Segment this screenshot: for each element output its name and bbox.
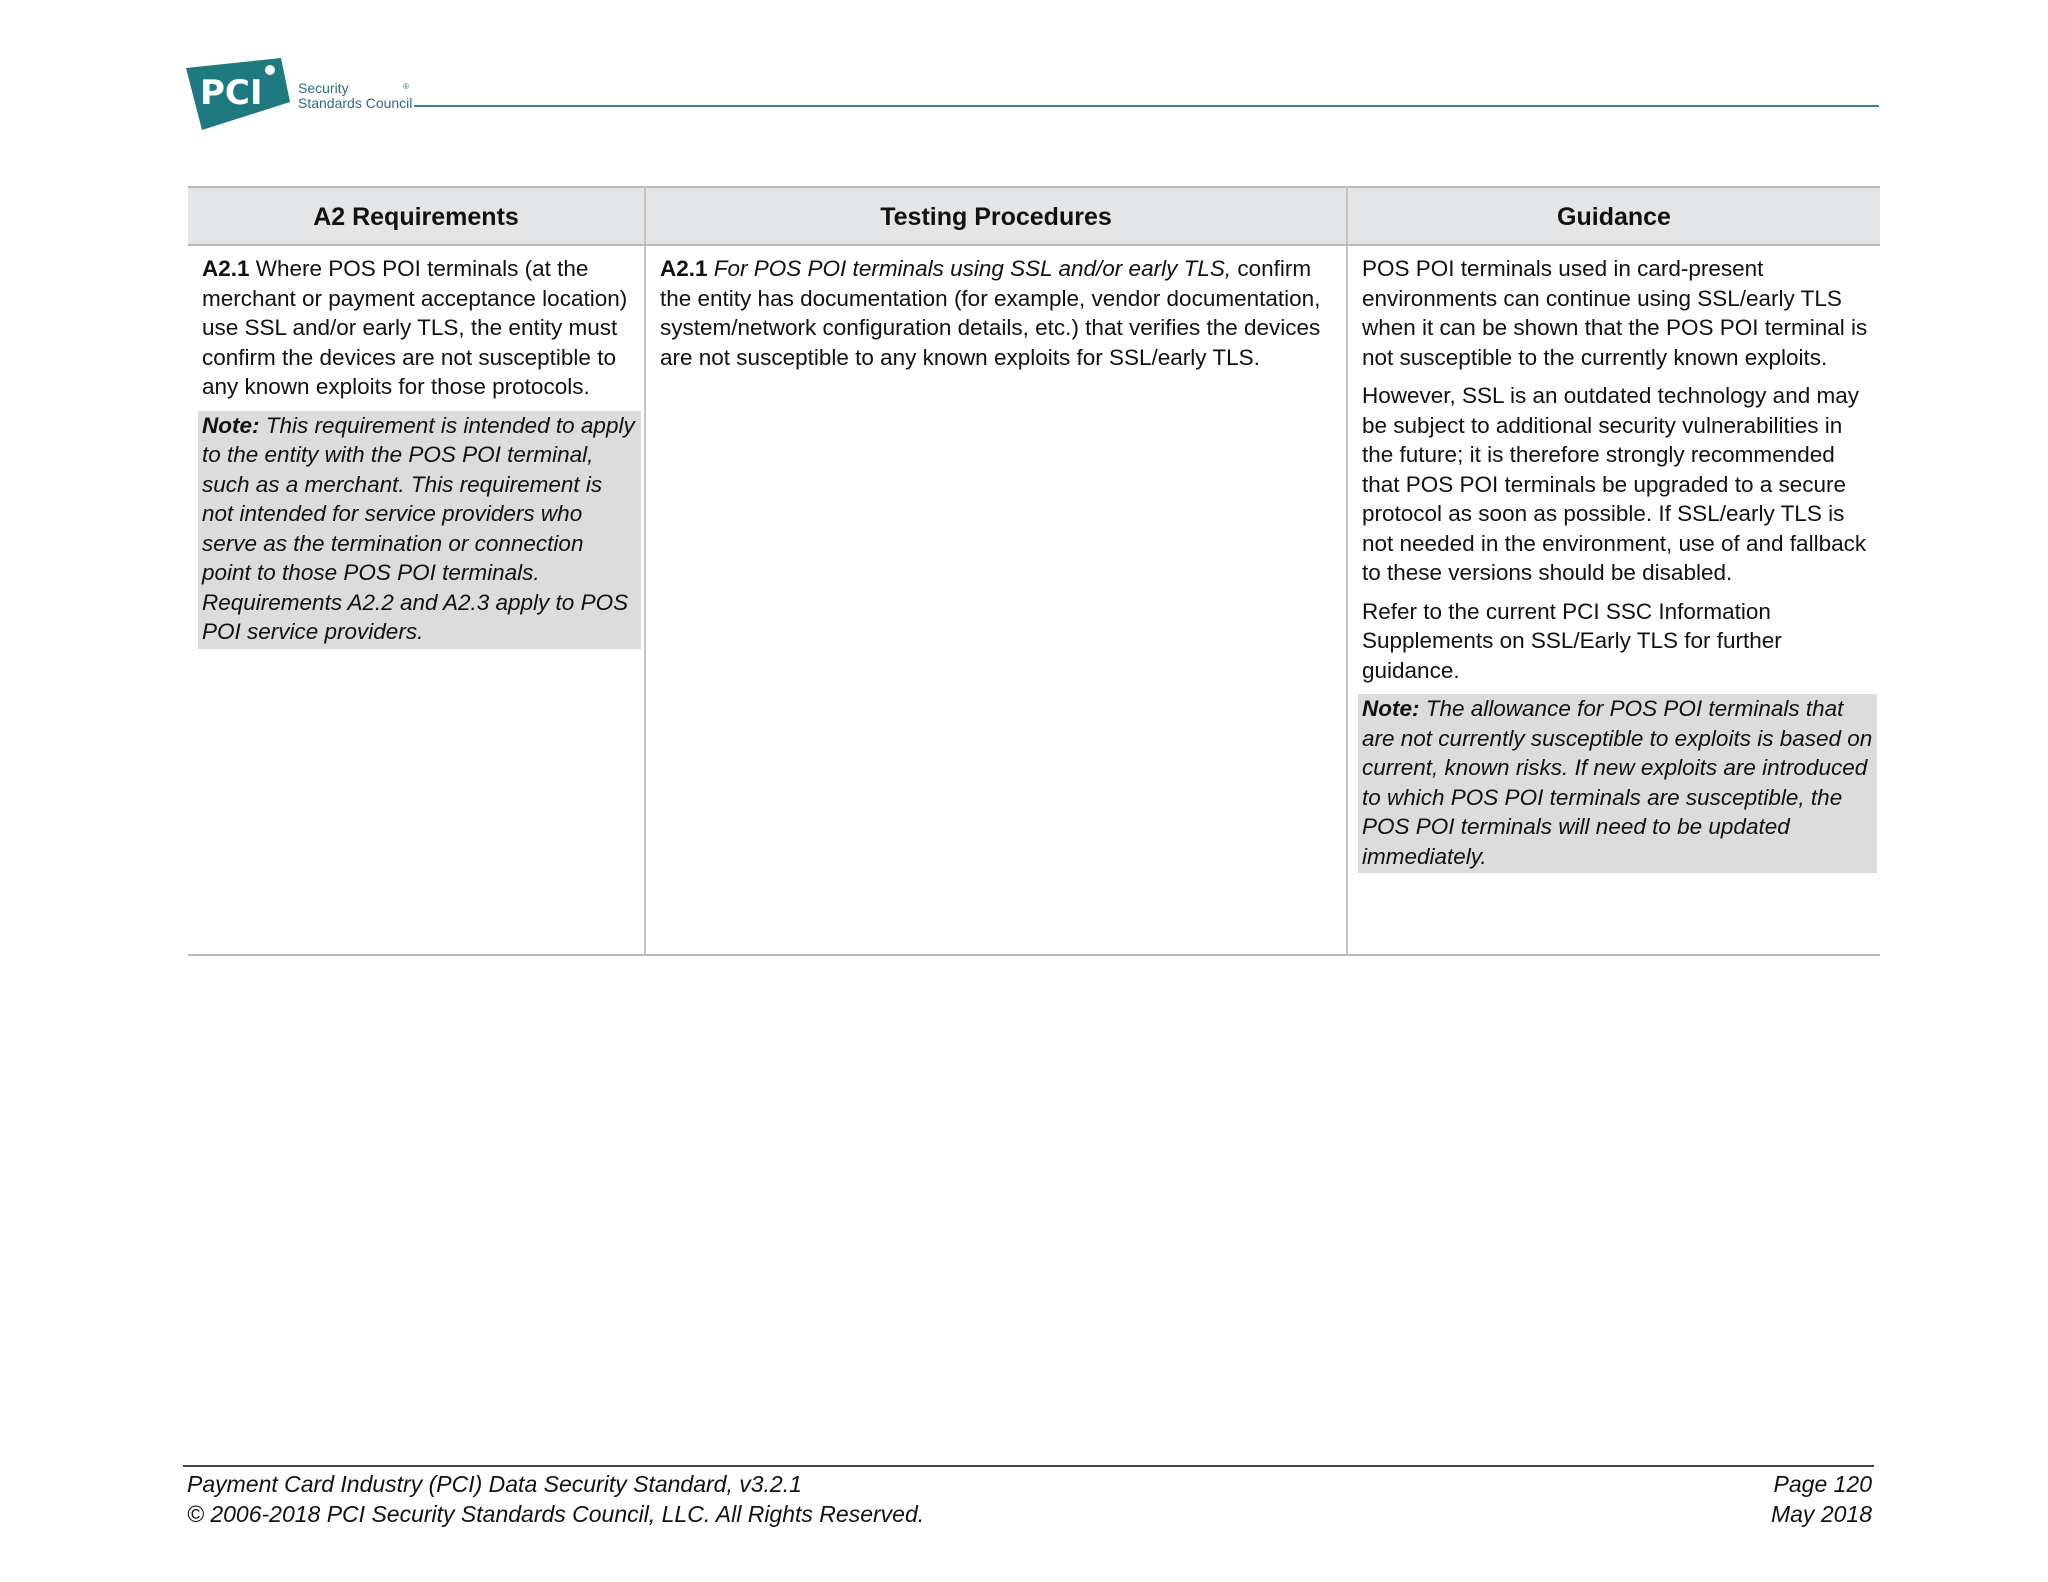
column-header-testing-procedures: Testing Procedures <box>645 187 1347 245</box>
guidance-paragraph-2: However, SSL is an outdated technology and may be subject to additional security vulnerabilities in the future; it is therefore strongly recommended that POS POI terminals be upgraded to a secure protocol as soon as possible. If SSL/early TLS is not needed in the environment, use of and fallback to these versions should be disabled. <box>1362 383 1867 585</box>
footer-copyright: © 2006-2018 PCI Security Standards Council, LLC. All Rights Reserved. <box>187 1501 925 1527</box>
logo-subtitle-line1: Security <box>298 80 349 96</box>
table-row <box>188 245 1880 955</box>
guidance-note <box>1358 694 1877 873</box>
footer-document-title: Payment Card Industry (PCI) Data Security Standard, v3.2.1 <box>187 1471 802 1497</box>
logo-subtitle-line2: Standards Council <box>298 95 413 111</box>
testing-procedure-id: A2.1 <box>660 256 708 281</box>
requirement-note-label: Note: <box>202 412 260 438</box>
testing-procedure-cell <box>645 245 1347 955</box>
table-header-row <box>188 187 1880 245</box>
guidance-cell <box>1347 245 1880 955</box>
footer-right <box>1771 1469 1872 1529</box>
testing-procedure-text <box>660 254 1336 372</box>
header-rule <box>414 105 1879 107</box>
requirement-id: A2.1 <box>202 256 250 281</box>
requirement-cell <box>188 245 645 955</box>
guidance-paragraph-3: Refer to the current PCI SSC Information Supplements on SSL/Early TLS for further guidance. <box>1362 598 1782 683</box>
requirement-note-text: This requirement is intended to apply to the entity with the POS POI terminal, such as a merchant. This requirement is not intended for service providers who serve as the termination or connection point to those POS POI terminals. Requirements A2.2 and A2.3 apply to POS POI service providers. <box>202 412 635 644</box>
footer-rule <box>183 1465 1874 1467</box>
footer-page-number: Page 120 <box>1773 1471 1872 1497</box>
svg-text:®: ® <box>403 82 409 91</box>
guidance-note-label: Note: <box>1362 696 1420 721</box>
testing-procedure-italic: For POS POI terminals using SSL and/or early TLS, <box>707 256 1232 281</box>
footer-left <box>187 1469 924 1529</box>
testing-procedure-body: confirm the entity has documentation (for example, vendor documentation, system/network configuration details, etc.) that verifies the devices are not susceptible to any known exploits for SSL/early TLS. <box>660 256 1321 370</box>
pci-logo <box>186 56 416 134</box>
column-header-requirements: A2 Requirements <box>188 187 645 245</box>
footer-date: May 2018 <box>1770 1501 1872 1527</box>
guidance-paragraph-1: POS POI terminals used in card-present environments can continue using SSL/early TLS when it can be shown that the POS POI terminal is not susceptible to the currently known exploits. <box>1362 256 1868 370</box>
requirement-body: Where POS POI terminals (at the merchant or payment acceptance location) use SSL and/or early TLS, the entity must confirm the devices are not susceptible to any known exploits for those protocols. <box>202 256 628 399</box>
requirement-note <box>198 411 641 649</box>
logo-text: PCI <box>200 73 263 113</box>
requirement-text <box>202 254 634 402</box>
column-header-guidance: Guidance <box>1347 187 1880 245</box>
requirements-table <box>188 186 1880 956</box>
guidance-note-text: The allowance for POS POI terminals that are not currently susceptible to exploits is based on current, known risks. If new exploits are introduced to which POS POI terminals are susceptible, the POS POI terminals will need to be updated immediately. <box>1362 696 1873 869</box>
